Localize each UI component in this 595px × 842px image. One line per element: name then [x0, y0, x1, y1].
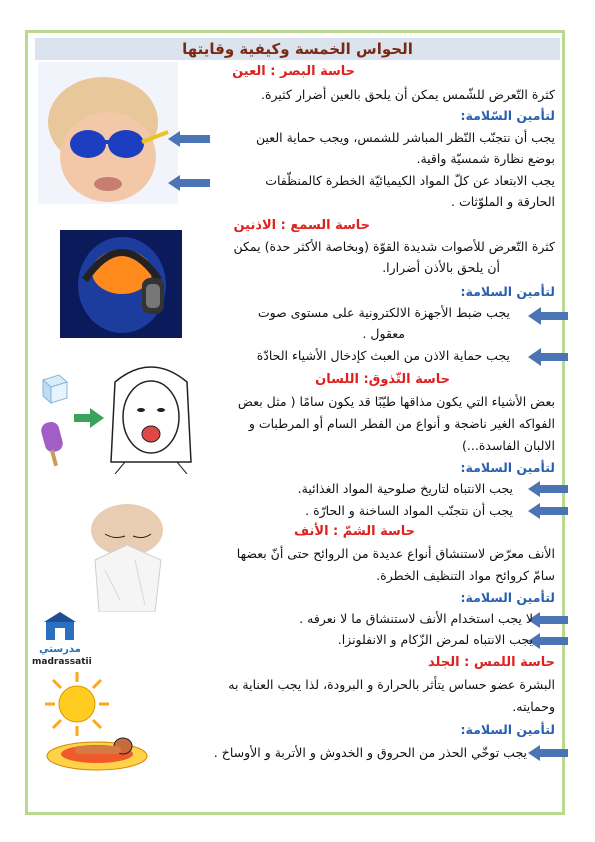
hearing-rule-1-line-2: معقول .	[362, 326, 405, 341]
arrow-icon	[168, 131, 210, 147]
madrassatii-logo	[42, 610, 78, 644]
touch-description-line-1: البشرة عضو حساس يتأثر بالحرارة و البرودة، لذا يجب العناية به	[228, 677, 555, 692]
touch-heading: حاسة اللمس : الجلد	[428, 655, 555, 670]
sight-rule-2-line-2: الحارقة و الملوّثات .	[451, 194, 555, 209]
sight-safety-label: لتأمين السّلامة:	[460, 108, 555, 123]
smell-description-line-1: الأنف معرّض لاستنشاق أنواع عديدة من الروائح حتى أنّ بعضها	[236, 546, 555, 561]
taste-description-line-2: الفواكه الغير ناضجة و أنواع من الفطر السام أو المرطبات و	[248, 416, 555, 431]
logo-arabic: مدرستي	[39, 644, 81, 655]
hearing-heading: حاسة السمع : الاذنين	[233, 218, 370, 233]
taste-description-line-1: بعض الأشياء التي يكون مذاقها طيّبًا قد يكون سامًا ( مثل بعض	[237, 394, 555, 409]
sight-rule-1-line-1: يجب أن نتجنّب النّظر المباشر للشمس، ويجب حماية العين	[256, 130, 555, 145]
arrow-icon	[528, 348, 568, 366]
headphones-brain-image	[60, 230, 182, 338]
hearing-rule-1-line-1: يجب ضبط الأجهزة الالكترونية على مستوى صوت	[257, 305, 510, 320]
sight-rule-2-line-1: يجب الابتعاد عن كلّ المواد الكيميائيّة الخطرة كالمنظّفات	[265, 173, 555, 188]
taste-description-line-3: الالبان الفاسدة...)	[462, 438, 555, 453]
hearing-description-line-2: أن يلحق بالأذن أضرارا.	[382, 260, 500, 275]
smell-rule-2: يجب الانتباه لمرض الزّكام و الانفلونزا.	[337, 632, 533, 647]
page-title: الحواس الخمسة وكيفية وقايتها	[182, 40, 413, 58]
taste-rule-2: يجب أن نتجنّب المواد الساخنة و الحارّة .	[305, 503, 513, 518]
taste-rule-1: يجب الانتباه لتاريخ صلوحية المواد الغذائية.	[297, 481, 513, 496]
arrow-icon	[528, 481, 568, 497]
smell-rule-1: لا يجب استخدام الأنف لاستنشاق ما لا نعرفه .	[299, 611, 533, 626]
tongue-face-image	[105, 362, 197, 474]
arrow-icon	[528, 633, 568, 649]
hearing-rule-2-line-1: يجب حماية الاذن من العبث كإدخال الأشياء الحادّة	[256, 348, 510, 363]
arrow-icon	[528, 503, 568, 519]
arrow-icon	[528, 612, 568, 628]
hearing-safety-label: لتأمين السلامة:	[460, 284, 555, 299]
sight-rule-1-line-2: بوضع نظارة شمسيّة واقية.	[416, 151, 555, 166]
sight-description: كثرة التّعرض للشّمس يمكن أن يلحق بالعين أضرار كثيرة.	[260, 87, 555, 102]
child-sunglasses-image	[38, 62, 178, 204]
smell-description-line-2: سامّ كروائح مواد التنظيف الخطرة.	[376, 568, 555, 583]
sunbathing-person-image	[35, 668, 153, 780]
touch-description-line-2: وحمايته.	[512, 699, 555, 714]
sneezing-person-image	[75, 500, 178, 612]
touch-rule-1: يجب توخّي الحذر من الحروق و الخدوش و الأتربة و الأوساخ .	[213, 745, 527, 760]
hearing-description-line-1: كثرة التّعرض للأصوات شديدة القوّة (وبخاصة الأكثر حدة) يمكن	[233, 239, 555, 254]
touch-safety-label: لتأمين السلامة:	[460, 722, 555, 737]
right-arrow-icon	[74, 408, 104, 428]
arrow-icon	[168, 175, 210, 191]
arrow-icon	[528, 745, 568, 761]
ice-cube-icon	[37, 372, 71, 406]
arrow-icon	[528, 307, 568, 325]
smell-safety-label: لتأمين السلامة:	[460, 590, 555, 605]
popsicle-icon	[38, 420, 68, 468]
taste-safety-label: لتأمين السلامة:	[460, 460, 555, 475]
taste-heading: حاسة التّذوق: اللسان	[315, 372, 450, 387]
sight-heading: حاسة البصر : العين	[232, 64, 355, 79]
logo-latin: madrassatii	[32, 657, 92, 667]
smell-heading: حاسة الشمّ : الأنف	[294, 524, 415, 539]
